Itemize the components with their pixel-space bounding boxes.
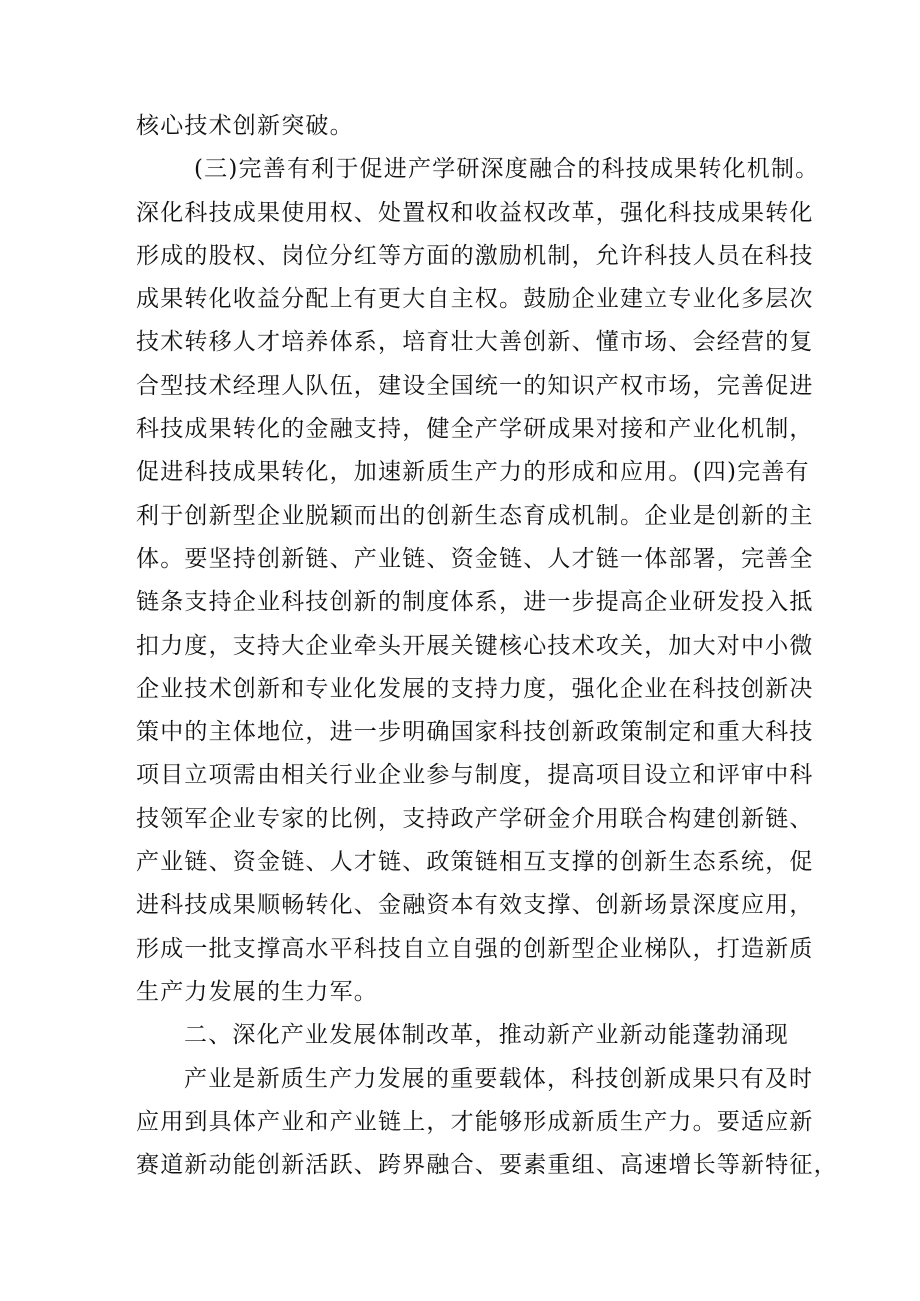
text-line: 核心技术创新突破。 xyxy=(136,113,354,139)
text-line: 企业技术创新和专业化发展的支持力度，强化企业在科技创新决 xyxy=(136,675,814,702)
text-line: 产业链、资金链、人才链、政策链相互支撑的创新生态系统，促 xyxy=(136,849,814,876)
text-line: 技领军企业专家的比例，支持政产学研金介用联合构建创新链、 xyxy=(136,805,814,832)
text-line: 深化科技成果使用权、处置权和收益权改革，强化科技成果转化 xyxy=(136,199,814,226)
text-line: 合型技术经理人队伍，建设全国统一的知识产权市场，完善促进 xyxy=(136,372,814,399)
text-line: 链条支持企业科技创新的制度体系，进一步提高企业研发投入抵 xyxy=(136,589,814,616)
text-line: 形成一批支撑高水平科技自立自强的创新型企业梯队，打造新质 xyxy=(136,935,814,962)
document-body xyxy=(136,105,838,1187)
text-line: 项目立项需由相关行业企业参与制度，提高项目设立和评审中科 xyxy=(136,762,814,789)
text-line: 成果转化收益分配上有更大自主权。鼓励企业建立专业化多层次 xyxy=(136,286,814,313)
text-line: 技术转移人才培养体系，培育壮大善创新、懂市场、会经营的复 xyxy=(136,329,814,356)
text-line: 形成的股权、岗位分红等方面的激励机制，允许科技人员在科技 xyxy=(136,242,814,269)
text-line: 策中的主体地位，进一步明确国家科技创新政策制定和重大科技 xyxy=(136,719,814,746)
section-heading-3: (三)完善有利于促进产学研深度融合的科技成果转化机制。 xyxy=(194,156,820,183)
text-line: 体。要坚持创新链、产业链、资金链、人才链一体部署，完善全 xyxy=(136,545,814,572)
text-line: 应用到具体产业和产业链上，才能够形成新质生产力。要适应新 xyxy=(136,1108,814,1135)
section-heading-2: 二、深化产业发展体制改革，推动新产业新动能蓬勃涌现 xyxy=(184,1022,789,1049)
text-line: 科技成果转化的金融支持，健全产学研成果对接和产业化机制， xyxy=(136,416,814,443)
paragraph-start-line: 产业是新质生产力发展的重要载体，科技创新成果只有及时 xyxy=(184,1065,814,1092)
text-line: 生产力发展的生力军。 xyxy=(136,978,378,1005)
text-line: 进科技成果顺畅转化、金融资本有效支撑、创新场景深度应用， xyxy=(136,892,814,919)
text-line: 促进科技成果转化，加速新质生产力的形成和应用。(四)完善有 xyxy=(136,459,810,486)
text-line: 扣力度，支持大企业牵头开展关键核心技术攻关，加大对中小微 xyxy=(136,632,814,659)
text-line: 利于创新型企业脱颖而出的创新生态育成机制。企业是创新的主 xyxy=(136,502,814,529)
text-line: 赛道新动能创新活跃、跨界融合、要素重组、高速增长等新特征， xyxy=(136,1152,838,1179)
